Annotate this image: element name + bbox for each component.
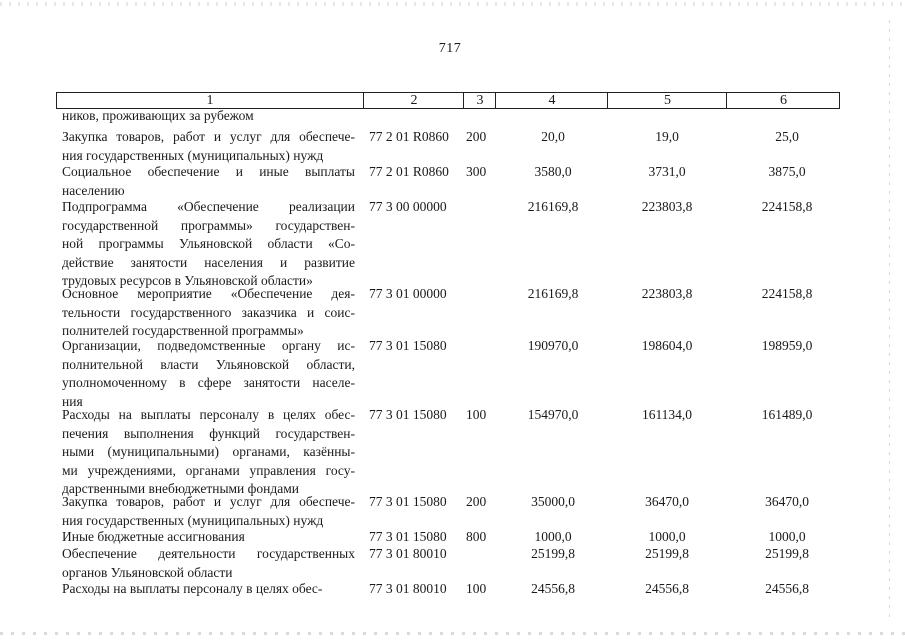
row-code: 77 3 00 00000: [369, 199, 447, 214]
row-value-3: 25,0: [775, 129, 799, 144]
row-name-line: органов Ульяновской области: [62, 564, 233, 580]
row-name-line: трудовых ресурсов в Ульяновской области»: [62, 273, 313, 288]
row-name: [62, 493, 355, 530]
row-value-2: 1000,0: [648, 529, 686, 544]
row-name: [62, 198, 355, 291]
row-expense-type: 300: [466, 164, 487, 179]
row-name-line: Иные бюджетные ассигнования: [62, 529, 245, 544]
row-value-1: 216169,8: [527, 286, 579, 301]
row-code: 77 3 01 15080: [369, 338, 447, 353]
row-value-3: 36470,0: [765, 494, 809, 509]
row-value-3: 25199,8: [765, 546, 809, 561]
row-value-1: 1000,0: [534, 529, 572, 544]
row-name-line: ния государственных (муниципальных) нужд: [62, 512, 324, 528]
row-name-line: дарственными внебюджетными фондами: [62, 481, 300, 496]
row-code: 77 3 01 15080: [369, 494, 447, 509]
row-name-line: уполномоченному в сфере занятости населе-: [62, 375, 355, 390]
row-value-1: 20,0: [541, 129, 565, 144]
row-name-line: ной программы Ульяновской области «Со-: [62, 236, 355, 251]
row-value-2: 223803,8: [641, 199, 693, 214]
row-name-line: действие занятости населения и развитие: [62, 254, 355, 270]
header-col-4: 4: [495, 93, 608, 108]
row-value-1: 216169,8: [527, 199, 579, 214]
row-name-line: населению: [62, 182, 125, 198]
header-col-5: 5: [607, 93, 727, 108]
row-expense-type: 200: [466, 494, 487, 509]
row-value-2: 19,0: [655, 129, 679, 144]
row-expense-type: 800: [466, 529, 487, 544]
row-name-line: ния государственных (муниципальных) нужд: [62, 147, 324, 163]
row-value-2: 161134,0: [641, 407, 693, 422]
row-name-line: печения выполнения функций государствен-: [62, 425, 355, 441]
row-name-line: тельности государственного заказчика и соис-: [62, 304, 355, 320]
row-name-line: Обеспечение деятельности государственных: [62, 546, 355, 561]
row-name-line: Основное мероприятие «Обеспечение дея-: [62, 286, 355, 301]
row-value-1: 24556,8: [531, 581, 575, 596]
row-name: [62, 545, 355, 582]
row-value-3: 1000,0: [768, 529, 806, 544]
row-name-line: ми учреждениями, органами управления госу-: [62, 462, 355, 478]
row-code: 77 3 01 15080: [369, 529, 447, 544]
row-name: [62, 163, 355, 200]
row-value-2: 3731,0: [648, 164, 686, 179]
row-code: 77 3 01 80010: [369, 546, 447, 561]
row-value-1: 3580,0: [534, 164, 572, 179]
row-name-line: Организации, подведомственные органу ис-: [62, 338, 355, 353]
row-name-line: ными (муниципальными) органами, казённы-: [62, 444, 355, 459]
row-value-1: 25199,8: [531, 546, 575, 561]
row-value-3: 24556,8: [765, 581, 809, 596]
row-name: [62, 285, 355, 341]
header-col-2: 2: [363, 93, 464, 108]
row-code: 77 2 01 R0860: [369, 129, 449, 144]
row-name-line: государственной программы» государствен-: [62, 217, 355, 233]
row-code: 77 2 01 R0860: [369, 164, 449, 179]
row-name-line: полнителей государственной программы»: [62, 323, 304, 338]
header-col-3: 3: [463, 93, 496, 108]
header-col-1: 1: [206, 93, 214, 108]
row-value-2: 223803,8: [641, 286, 693, 301]
header-col-6: 6: [726, 93, 840, 108]
row-value-3: 224158,8: [761, 286, 813, 301]
row-name: [62, 406, 355, 499]
row-name-line: Закупка товаров, работ и услуг для обеспече-: [62, 129, 355, 144]
row-name: [62, 337, 355, 411]
row-code: 77 3 01 15080: [369, 407, 447, 422]
row-name-line: Подпрограмма «Обеспечение реализации: [62, 199, 355, 214]
row-name: [62, 580, 355, 599]
row-value-3: 161489,0: [761, 407, 813, 422]
row-code: 77 3 01 80010: [369, 581, 447, 596]
row-name: [62, 107, 355, 126]
row-value-1: 190970,0: [527, 338, 579, 353]
row-value-3: 224158,8: [761, 199, 813, 214]
row-value-1: 35000,0: [531, 494, 575, 509]
row-value-2: 198604,0: [641, 338, 693, 353]
row-expense-type: 100: [466, 581, 487, 596]
row-value-3: 198959,0: [761, 338, 813, 353]
row-expense-type: 100: [466, 407, 487, 422]
row-name-line: Закупка товаров, работ и услуг для обеспече-: [62, 494, 355, 509]
row-value-3: 3875,0: [768, 164, 806, 179]
row-name-line: ников, проживающих за рубежом: [62, 108, 254, 123]
page-number: 717: [438, 41, 462, 56]
row-code: 77 3 01 00000: [369, 286, 447, 301]
row-value-2: 36470,0: [645, 494, 689, 509]
row-name-line: полнительной власти Ульяновской области,: [62, 356, 355, 372]
row-name-line: ния: [62, 393, 83, 409]
row-value-2: 24556,8: [645, 581, 689, 596]
row-name-line: Расходы на выплаты персоналу в целях обес-: [62, 581, 323, 596]
row-value-2: 25199,8: [645, 546, 689, 561]
row-name-line: Социальное обеспечение и иные выплаты: [62, 164, 355, 179]
row-name: [62, 128, 355, 165]
row-expense-type: 200: [466, 129, 487, 144]
row-name: [62, 528, 355, 547]
row-name-line: Расходы на выплаты персоналу в целях обес-: [62, 407, 355, 422]
row-value-1: 154970,0: [527, 407, 579, 422]
